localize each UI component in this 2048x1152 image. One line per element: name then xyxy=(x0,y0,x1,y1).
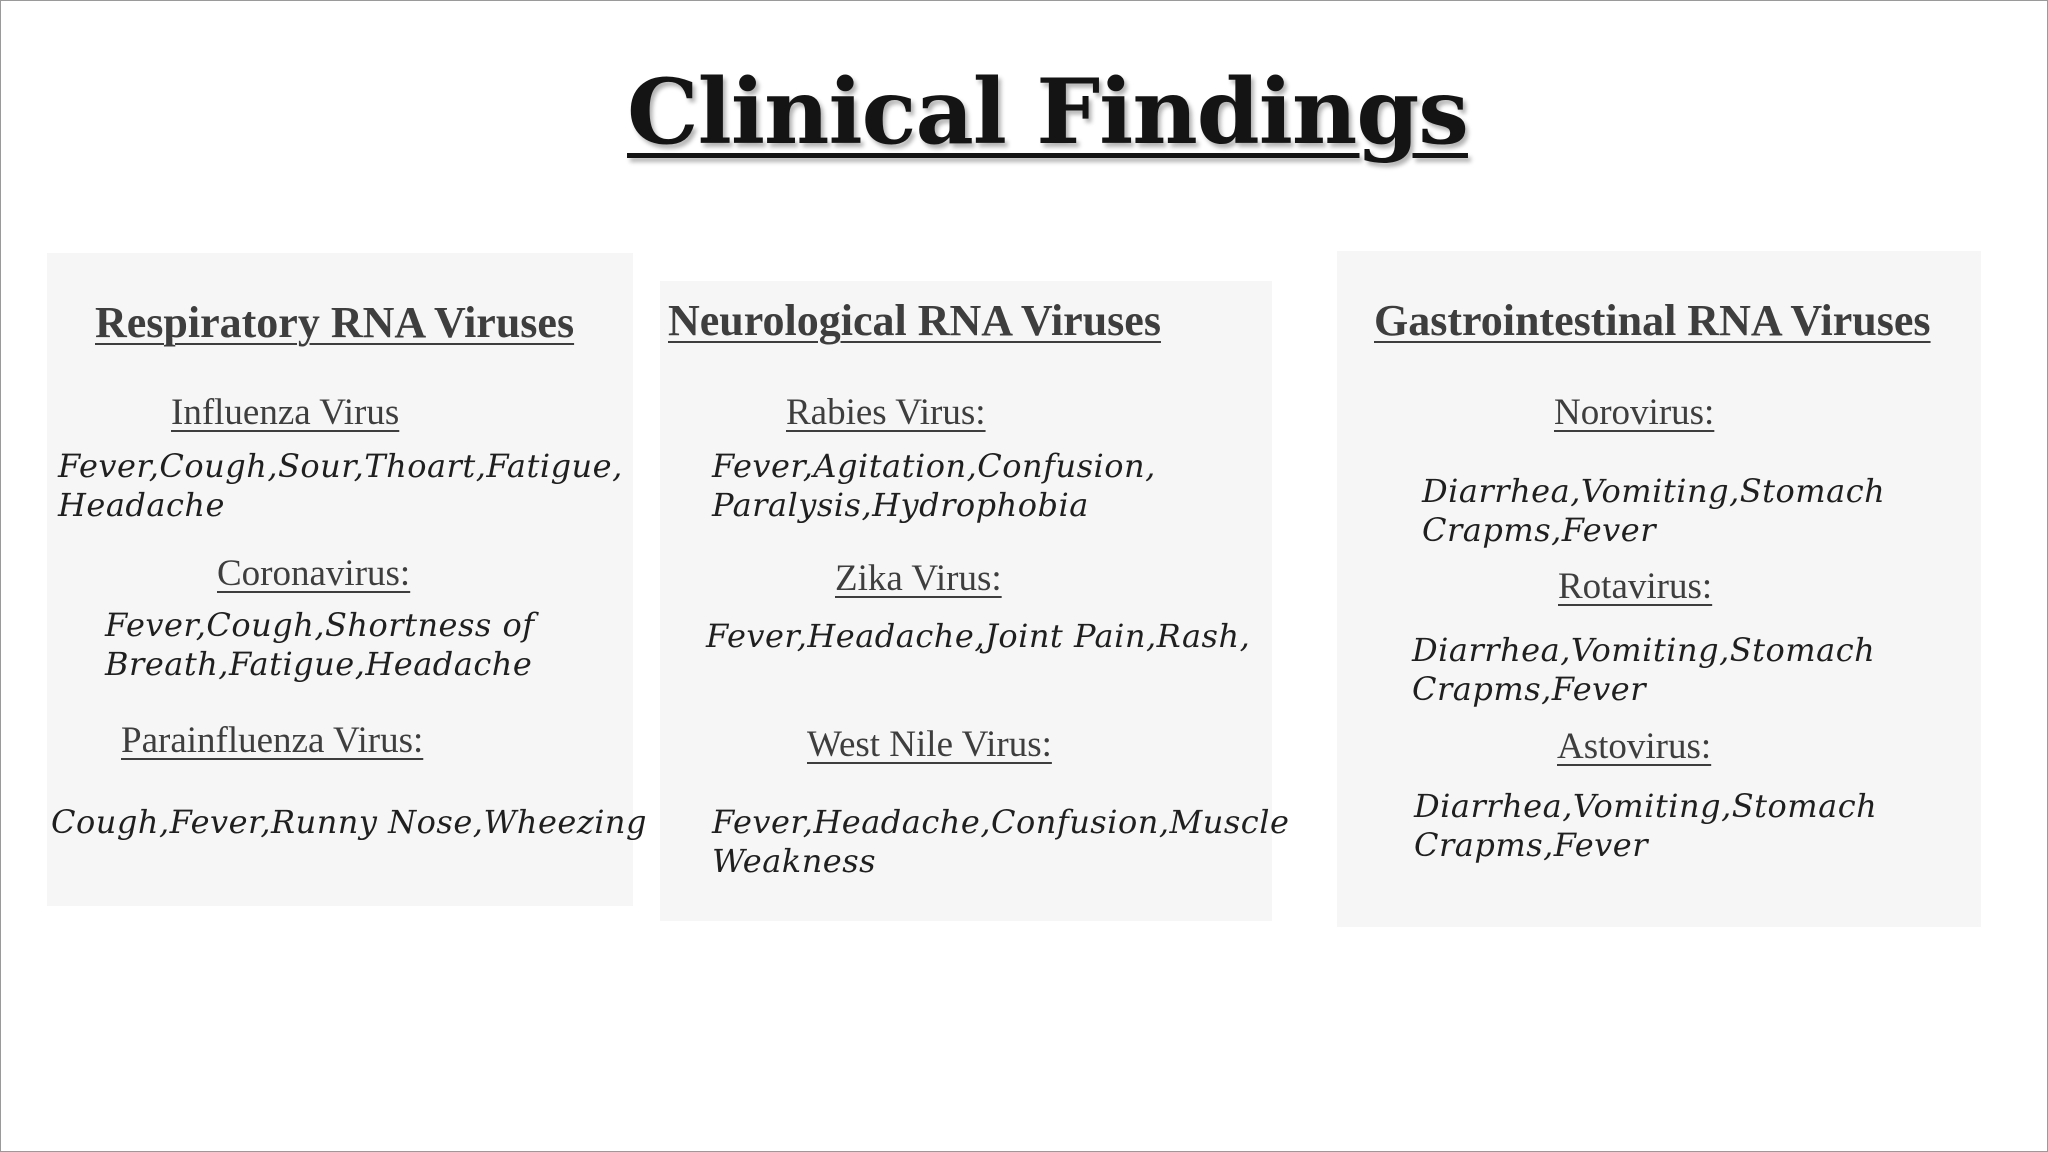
norovirus-symptoms: Diarrhea,Vomiting,Stomach Crapms,Fever xyxy=(1422,472,1886,549)
astovirus-symptoms: Diarrhea,Vomiting,Stomach Crapms,Fever xyxy=(1414,787,1878,864)
west-nile-symptoms: Fever,Headache,Confusion,Muscle Weakness xyxy=(712,803,1290,880)
slide-title: Clinical Findings xyxy=(627,59,1468,165)
gastrointestinal-heading: Gastrointestinal RNA Viruses xyxy=(1374,296,1931,345)
zika-symptoms: Fever,Headache,Joint Pain,Rash, xyxy=(706,617,1251,655)
zika-name: Zika Virus: xyxy=(835,558,1002,599)
coronavirus-name: Coronavirus: xyxy=(217,553,411,594)
influenza-symptoms: Fever,Cough,Sour,Thoart,Fatigue, Headache xyxy=(58,447,623,524)
neurological-heading: Neurological RNA Viruses xyxy=(668,296,1161,345)
coronavirus-symptoms: Fever,Cough,Shortness of Breath,Fatigue,Headache xyxy=(105,606,535,683)
influenza-name: Influenza Virus xyxy=(171,392,400,433)
parainfluenza-symptoms: Cough,Fever,Runny Nose,Wheezing xyxy=(51,803,648,841)
parainfluenza-name: Parainfluenza Virus: xyxy=(121,720,424,761)
rabies-symptoms: Fever,Agitation,Confusion, Paralysis,Hydrophobia xyxy=(712,447,1156,524)
rotavirus-name: Rotavirus: xyxy=(1558,566,1713,607)
astovirus-name: Astovirus: xyxy=(1557,726,1712,767)
rabies-name: Rabies Virus: xyxy=(786,392,986,433)
west-nile-name: West Nile Virus: xyxy=(807,724,1052,765)
norovirus-name: Norovirus: xyxy=(1554,392,1715,433)
rotavirus-symptoms: Diarrhea,Vomiting,Stomach Crapms,Fever xyxy=(1412,631,1876,708)
respiratory-heading: Respiratory RNA Viruses xyxy=(95,298,575,347)
